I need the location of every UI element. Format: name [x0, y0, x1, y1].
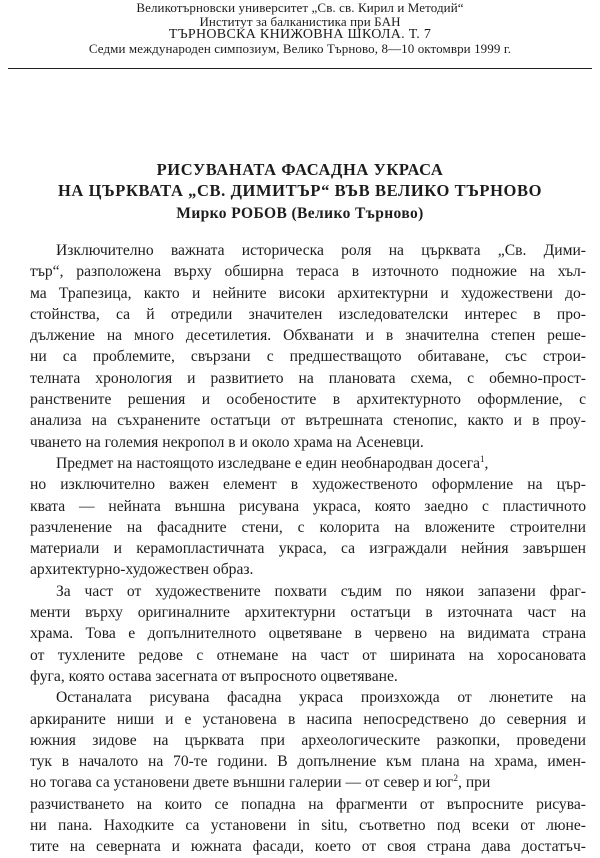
text-line-tail: , при [458, 774, 491, 792]
text-line: ранствените решения и особеностите в архитектурното оформление, с [30, 391, 586, 409]
text-line: тър“, разположена върху обширна тераса в източното подножие на хъл- [30, 263, 586, 281]
text-line: разчистването на които се попадна на фрагменти от въпросните рисува- [30, 795, 586, 813]
running-header [0, 0, 600, 55]
article-title-line-2: НА ЦЪРКВАТА „СВ. ДИМИТЪР“ ВЪВ ВЕЛИКО ТЪРНОВО [57, 181, 543, 200]
text-line: разчленение на фасадните стени, с колорита на вложените строителни [30, 518, 586, 536]
text-line: архитектурно-художествен образ. [30, 561, 254, 579]
text-line: фуга, която остава засегната от въпросното оцветяване. [30, 667, 398, 685]
text-line: но тогава са установени двете външни галерии — от север и юг [30, 774, 454, 792]
header-divider [8, 68, 592, 69]
footnote-mark: 1 [480, 453, 485, 464]
article-title-block [0, 159, 600, 223]
header-series: ТЪРНОВСКА КНИЖОВНА ШКОЛА. Т. 7 [168, 27, 432, 42]
text-line: но изключително важен елемент в художественото оформление на цър- [30, 476, 586, 494]
text-line: тук в началото на 70-те години. В допълнение към плана на храма, имен- [30, 753, 586, 771]
text-line: дължение на много десетилетия. Обхванати и в значителна степен реше- [30, 327, 586, 345]
text-line: ни пана. Находките са установени in situ, съответно под всеки от люне- [30, 817, 586, 835]
text-line: храма. Това е допълнителното оцветяване в червено на видимата страна [30, 625, 586, 643]
text-line: от тухлените редове с отнемане на част от ширината на хоросановата [30, 646, 586, 664]
article-title-line-1: РИСУВАНАТА ФАСАДНА УКРАСА [156, 160, 444, 179]
text-line: Останалата рисувана фасадна украса произхожда от люнетите на [56, 689, 586, 707]
text-line: южния зидове на църквата при археологическите разкопки, проведени [30, 731, 586, 749]
text-line: квата — нейната външна рисувана украса, която заедно с пластичното [30, 497, 586, 515]
article-author: Мирко РОБОВ (Велико Търново) [176, 205, 424, 222]
text-line: аркираните ниши и е установена в насипа непосредствено до северния и [30, 710, 586, 728]
text-line: анализа на съхранените остатъци от вътрешната стенопис, както и в проу- [30, 412, 586, 430]
paragraph-2 [30, 453, 586, 581]
text-line: материали и керамопластичната украса, са изграждали нейния завършен [30, 540, 586, 558]
article-body [30, 240, 586, 858]
text-line: Предмет на настоящото изследване е един необнародван досега [56, 454, 481, 472]
footnote-mark: 2 [453, 773, 459, 784]
header-symposium: Седми международен симпозиум, Велико Търново, 8—10 октомври 1999 г. [88, 40, 512, 56]
text-line: чването на големия некропол в и около храма на Асеневци. [30, 433, 424, 451]
text-line: телната хронология и развитието на плановата схема, с обемно-прост- [30, 369, 586, 387]
header-university: Великотърновски университет „Св. св. Кирил и Методий“ [136, 0, 464, 15]
paragraph-3 [30, 581, 586, 687]
paragraph-1 [30, 240, 586, 453]
text-line: За част от художествените похвати съдим по някои запазени фраг- [56, 582, 586, 600]
text-line: Изключително важната историческа роля на църквата „Св. Дими- [56, 242, 586, 259]
text-line-with-footnote: Предмет на настоящото изследване е един необнародван досега$^1$, [56, 453, 489, 472]
header-institute: Институт за балканистика при БАН [199, 13, 401, 29]
text-line: менти върху оригиналните архитектурни остатъци в източната част на [30, 604, 586, 622]
paragraph-4 [30, 687, 586, 857]
text-line: ни са проблемите, свързани с предшестващото обитаване, със строи- [30, 348, 586, 366]
text-line: стойнства, са й отредили значителен изследователски интерес в про- [30, 305, 586, 323]
text-line-with-footnote [30, 772, 586, 793]
text-line: тите на северната и южната фасади, което от своя страна дава достатъч- [30, 838, 586, 856]
text-line: ма Трапезица, както и нейните високи архитектурни и художествени до- [30, 284, 586, 302]
